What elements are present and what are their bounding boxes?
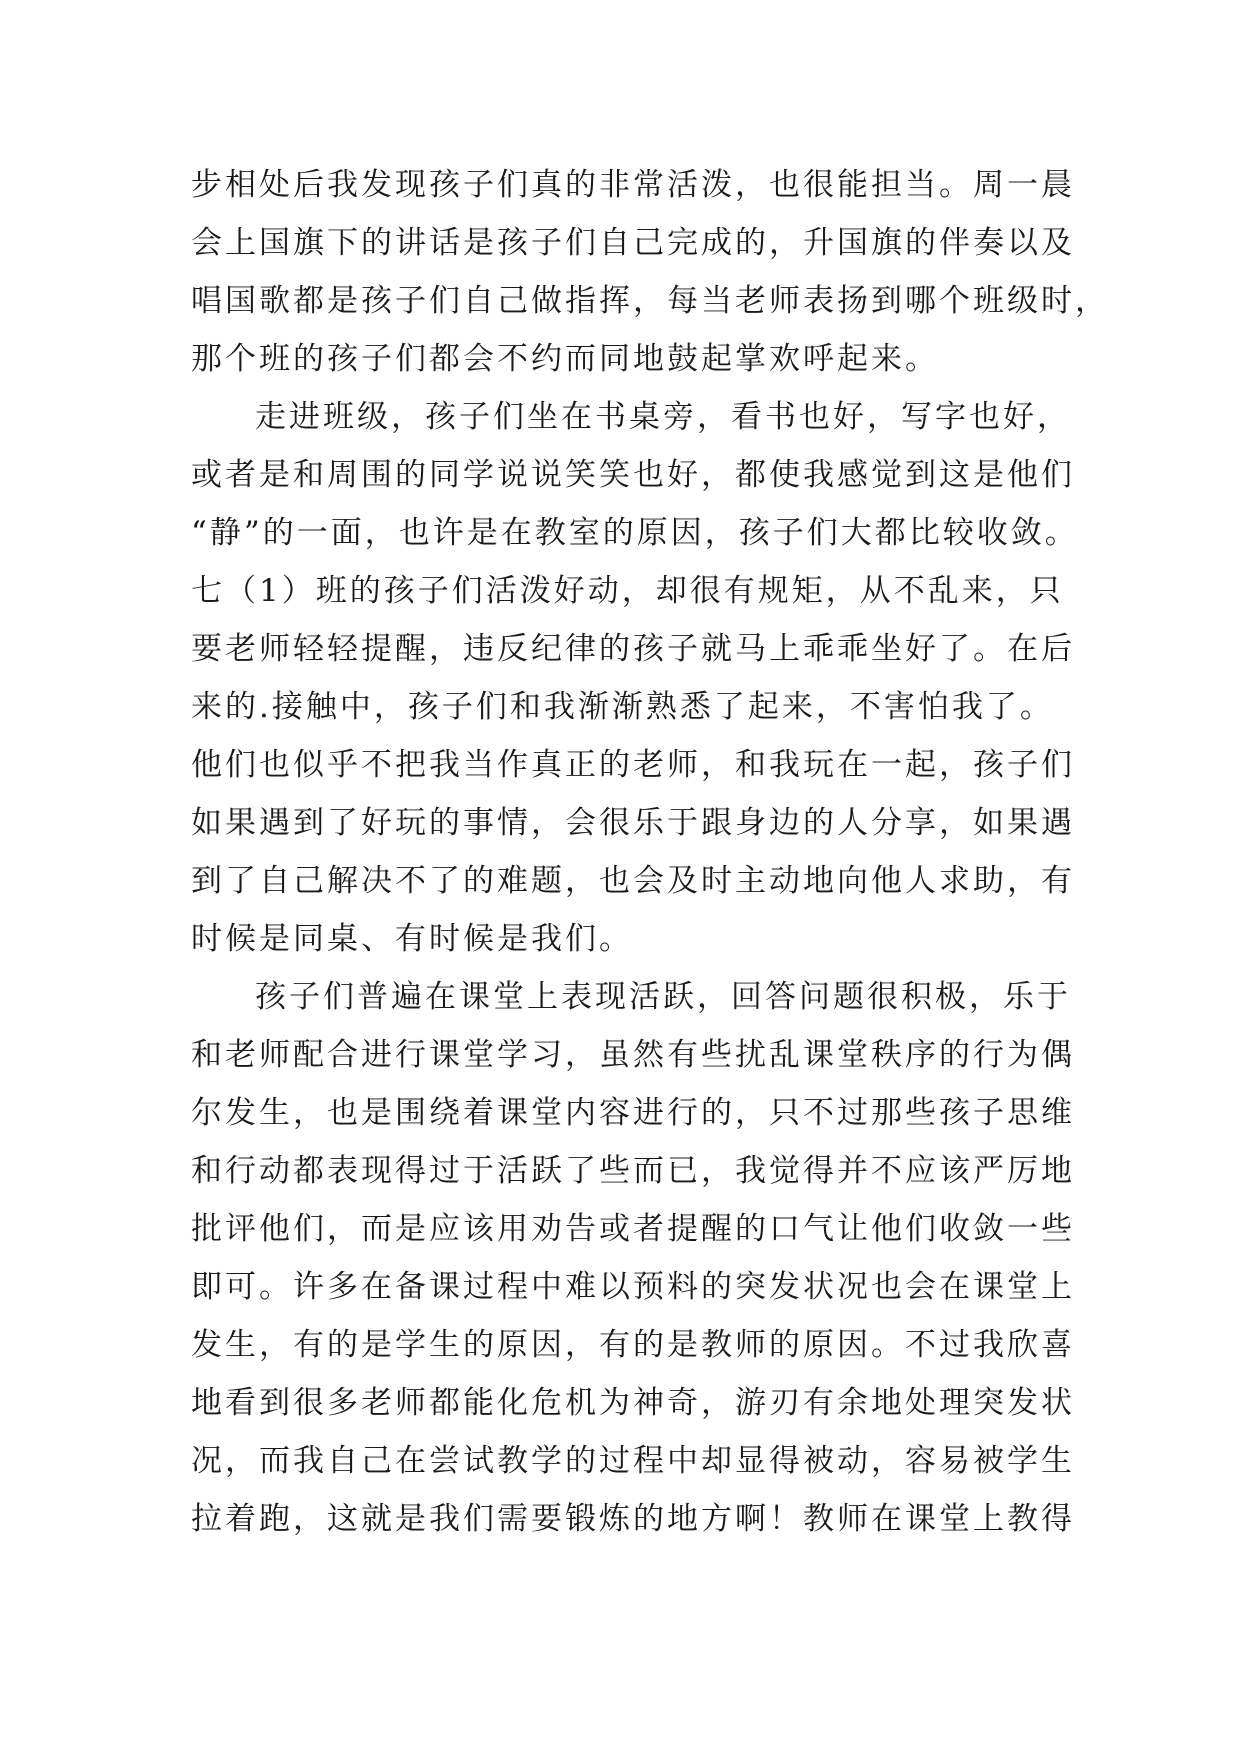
text-line: 他们也似乎不把我当作真正的老师，和我玩在一起，孩子们 xyxy=(191,747,1075,783)
text-line: 和老师配合进行课堂学习，虽然有些扰乱课堂秩序的行为偶 xyxy=(191,1037,1075,1073)
text-line: 七（1）班的孩子们活泼好动，却很有规矩，从不乱来，只 xyxy=(191,573,1064,609)
text-line: 步相处后我发现孩子们真的非常活泼，也很能担当。周一晨 xyxy=(191,167,1075,203)
text-line: 况，而我自己在尝试教学的过程中却显得被动，容易被学生 xyxy=(191,1443,1075,1479)
text-line: 拉着跑，这就是我们需要锻炼的地方啊！教师在课堂上教得 xyxy=(191,1501,1075,1537)
text-line: 地看到很多老师都能化危机为神奇，游刃有余地处理突发状 xyxy=(191,1385,1075,1421)
text-line: 走进班级，孩子们坐在书桌旁，看书也好，写字也好， xyxy=(255,399,1071,435)
text-line: 和行动都表现得过于活跃了些而已，我觉得并不应该严厉地 xyxy=(191,1153,1075,1189)
text-line: 孩子们普遍在课堂上表现活跃，回答问题很积极，乐于 xyxy=(255,979,1071,1015)
text-line: 或者是和周围的同学说说笑笑也好，都使我感觉到这是他们 xyxy=(191,457,1075,493)
text-line: “静”的一面，也许是在教室的原因，孩子们大都比较收敛。 xyxy=(191,515,1079,551)
text-line: 发生，有的是学生的原因，有的是教师的原因。不过我欣喜 xyxy=(191,1327,1075,1363)
text-line: 那个班的孩子们都会不约而同地鼓起掌欢呼起来。 xyxy=(191,341,939,377)
text-line: 到了自己解决不了的难题，也会及时主动地向他人求助，有 xyxy=(191,863,1075,899)
text-line: 要老师轻轻提醒，违反纪律的孩子就马上乖乖坐好了。在后 xyxy=(191,631,1075,667)
text-line: 即可。许多在备课过程中难以预料的突发状况也会在课堂上 xyxy=(191,1269,1075,1305)
text-line: 来的.接触中，孩子们和我渐渐熟悉了起来，不害怕我了。 xyxy=(191,689,1054,725)
text-line: 唱国歌都是孩子们自己做指挥，每当老师表扬到哪个班级时， xyxy=(191,283,1109,319)
text-line: 会上国旗下的讲话是孩子们自己完成的，升国旗的伴奏以及 xyxy=(191,225,1075,261)
text-line: 批评他们，而是应该用劝告或者提醒的口气让他们收敛一些 xyxy=(191,1211,1075,1247)
text-line: 时候是同桌、有时候是我们。 xyxy=(191,921,633,957)
text-line: 如果遇到了好玩的事情，会很乐于跟身边的人分享，如果遇 xyxy=(191,805,1075,841)
text-line: 尔发生，也是围绕着课堂内容进行的，只不过那些孩子思维 xyxy=(191,1095,1075,1131)
